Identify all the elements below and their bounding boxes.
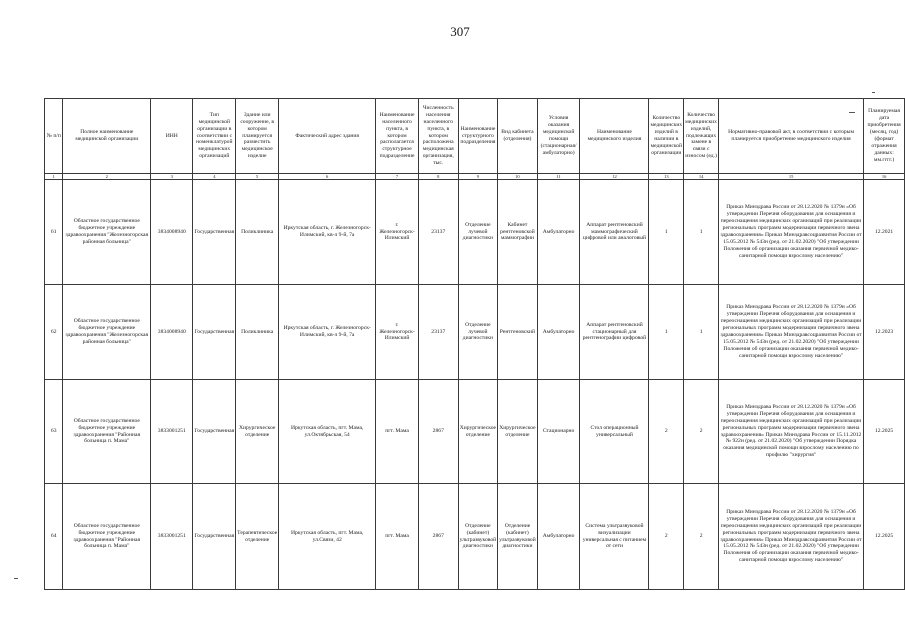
organization-name: Областное государственное бюджетное учреждение здравоохранения "Железногорская районная больница": [63, 180, 151, 285]
care-conditions: Амбулаторно: [537, 180, 580, 285]
device-name: Аппарат рентгеновский стационарный для рентгенографии цифровой: [580, 285, 649, 380]
column-number: 8: [418, 174, 458, 180]
unit: Отделение (кабинет) ультразвуковой диагностики: [458, 484, 498, 590]
quantity-replace: 1: [684, 285, 719, 380]
header-cell: № п/п: [45, 99, 63, 174]
scan-mark: [849, 112, 855, 113]
device-name: Система ультразвуковой визуализации универсальная с питанием от сети: [580, 484, 649, 590]
header-cell: Наименование медицинского изделия: [580, 99, 649, 174]
address: Иркутская область, пгт. Мама, ул.Связи, 42: [279, 484, 376, 590]
table-row: [45, 285, 905, 380]
address: Иркутская область, г. Железногорск-Илимский, кв-л 9-й, 7а: [279, 285, 376, 380]
header-cell: Тип медицинской организации в соответствии с номенклатурой медицинских организаций: [193, 99, 236, 174]
column-number: 7: [376, 174, 419, 180]
row-number: 64: [45, 484, 63, 590]
header-cell: Полное наименование медицинской организации: [63, 99, 151, 174]
quantity-available: 1: [649, 285, 684, 380]
unit: Отделение лучевой диагностики: [458, 180, 498, 285]
header-cell: Условия оказания медицинской помощи (стационарная/амбулаторно): [537, 99, 580, 174]
purchase-date: 12.2023: [864, 285, 905, 380]
column-number: 6: [279, 174, 376, 180]
settlement: пгт. Мама: [376, 380, 419, 484]
inn: 3834008940: [151, 180, 193, 285]
address: Иркутская область, г. Железногорск-Илимский, кв-л 9-й, 7а: [279, 180, 376, 285]
header-cell: Нормативно-правовой акт, в соответствии с которым планируется приобретение медицинского изделия: [718, 99, 863, 174]
purchase-date: 12.2021: [864, 180, 905, 285]
column-number: 11: [537, 174, 580, 180]
settlement: г. Железногорск-Илимский: [376, 180, 419, 285]
quantity-replace: 2: [684, 380, 719, 484]
scan-mark: [14, 578, 18, 579]
column-number: 9: [458, 174, 498, 180]
column-number: 16: [864, 174, 905, 180]
organization-name: Областное государственное бюджетное учреждение здравоохранения "Железногорская районная больница": [63, 285, 151, 380]
column-number: 13: [649, 174, 684, 180]
quantity-replace: 1: [684, 180, 719, 285]
header-cell: Численность населения населенного пункта, в котором расположена медицинская организация, тыс.: [418, 99, 458, 174]
table-row: [45, 380, 905, 484]
population: 23137: [418, 285, 458, 380]
header-cell: ИНН: [151, 99, 193, 174]
device-name: Стол операционный универсальный: [580, 380, 649, 484]
cabinet: Хирургическое отделение: [498, 380, 538, 484]
organization-type: Государственная: [193, 180, 236, 285]
quantity-replace: 2: [684, 484, 719, 590]
row-number: 61: [45, 180, 63, 285]
row-number: 62: [45, 285, 63, 380]
inn: 3834008940: [151, 285, 193, 380]
scan-mark: [872, 92, 875, 93]
quantity-available: 1: [649, 180, 684, 285]
page-number: 307: [450, 24, 470, 39]
column-number: 5: [236, 174, 279, 180]
device-name: Аппарат рентгеновский маммографический цифровой или аналоговый: [580, 180, 649, 285]
header-cell: Вид кабинета (отделения): [498, 99, 538, 174]
settlement: г. Железногорск-Илимский: [376, 285, 419, 380]
column-number: 12: [580, 174, 649, 180]
building: Поликлиника: [236, 285, 279, 380]
column-number: 1: [45, 174, 63, 180]
cabinet: Отделение (кабинет) ультразвуковой диагностики: [498, 484, 538, 590]
unit: Отделение лучевой диагностики: [458, 285, 498, 380]
legal-act: Приказ Минздрава России от 28.12.2020 № 1379н «Об утверждении Перечня оборудования для оснащения и переоснащения медицинских организаций при реализации региональных программ модернизации первичного звена здравоохранения» Приказ Минздравсоцразвития России от 15.05.2012 № 543н (ред. от 21.02.2020) "Об утверждении Положения об организации оказания первичной медико-санитарной помощи взрослому населению": [718, 484, 863, 590]
column-number: 14: [684, 174, 719, 180]
header-cell: Количество медицинских изделий, подлежащих замене в связи с износом (ед.): [684, 99, 719, 174]
legal-act: Приказ Минздрава России от 28.12.2020 № 1379н «Об утверждении Перечня оборудования для оснащения и переоснащения медицинских организаций при реализации региональных программ модернизации первичного звена здравоохранения» Приказ Минздравсоцразвития России от 15.05.2012 № 543н (ред. от 21.02.2020) "Об утверждении Положения об организации оказания первичной медико-санитарной помощи взрослому населению": [718, 285, 863, 380]
organization-type: Государственная: [193, 285, 236, 380]
table-row: [45, 180, 905, 285]
population: 23137: [418, 180, 458, 285]
purchase-date: 12.2025: [864, 484, 905, 590]
care-conditions: Амбулаторно: [537, 484, 580, 590]
population: 2867: [418, 380, 458, 484]
header-cell: Здание или сооружение, в котором планируется разместить медицинское изделие: [236, 99, 279, 174]
header-cell: Наименование структурного подразделения: [458, 99, 498, 174]
organization-name: Областное государственное бюджетное учреждение здравоохранения "Районная больница п. Мама": [63, 484, 151, 590]
table-row: [45, 484, 905, 590]
quantity-available: 2: [649, 484, 684, 590]
column-number: 10: [498, 174, 538, 180]
care-conditions: Амбулаторно: [537, 285, 580, 380]
inn: 3833001251: [151, 380, 193, 484]
header-cell: Планируемая дата приобретения (месяц, год) (формат отражения данных: мм.гггг.): [864, 99, 905, 174]
header-cell: Наименование населенного пункта, в котором располагается структурное подразделение: [376, 99, 419, 174]
legal-act: Приказ Минздрава России от 28.12.2020 № 1379н «Об утверждении Перечня оборудования для оснащения и переоснащения медицинских организаций при реализации региональных программ модернизации первичного звена здравоохранения» Приказ Минздрава России от 15.11.2012 № 922н (ред. от 21.02.2020) "Об утверждении Порядка оказания медицинской помощи взрослому населению по профилю "хирургия": [718, 380, 863, 484]
row-number: 63: [45, 380, 63, 484]
column-number: 15: [718, 174, 863, 180]
legal-act: Приказ Минздрава России от 28.12.2020 № 1379н «Об утверждении Перечня оборудования для оснащения и переоснащения медицинских организаций при реализации региональных программ модернизации первичного звена здравоохранения» Приказ Минздравсоцразвития России от 15.05.2012 № 543н (ред. от 21.02.2020) "Об утверждении Положения об организации оказания первичной медико-санитарной помощи взрослому населению": [718, 180, 863, 285]
header-row: [45, 99, 905, 174]
cabinet: Кабинет рентгеновской маммографии: [498, 180, 538, 285]
column-number: 4: [193, 174, 236, 180]
unit: Хирургическое отделение: [458, 380, 498, 484]
organization-type: Государственная: [193, 484, 236, 590]
building: Терапевтическое отделение: [236, 484, 279, 590]
quantity-available: 2: [649, 380, 684, 484]
building: Хирургическое отделение: [236, 380, 279, 484]
column-number: 3: [151, 174, 193, 180]
column-number: 2: [63, 174, 151, 180]
building: Поликлиника: [236, 180, 279, 285]
cabinet: Рентгеновский: [498, 285, 538, 380]
population: 2867: [418, 484, 458, 590]
organization-name: Областное государственное бюджетное учреждение здравоохранения "Районная больница п. Мама": [63, 380, 151, 484]
header-cell: Количество медицинских изделий в наличии в медицинской организации: [649, 99, 684, 174]
settlement: пгт. Мама: [376, 484, 419, 590]
care-conditions: Стационарно: [537, 380, 580, 484]
purchase-date: 12.2025: [864, 380, 905, 484]
header-cell: Фактический адрес здания: [279, 99, 376, 174]
organization-type: Государственная: [193, 380, 236, 484]
address: Иркутская область, пгт. Мама, ул.Октябрьская, 54: [279, 380, 376, 484]
inn: 3833001251: [151, 484, 193, 590]
equipment-table: [44, 98, 905, 590]
